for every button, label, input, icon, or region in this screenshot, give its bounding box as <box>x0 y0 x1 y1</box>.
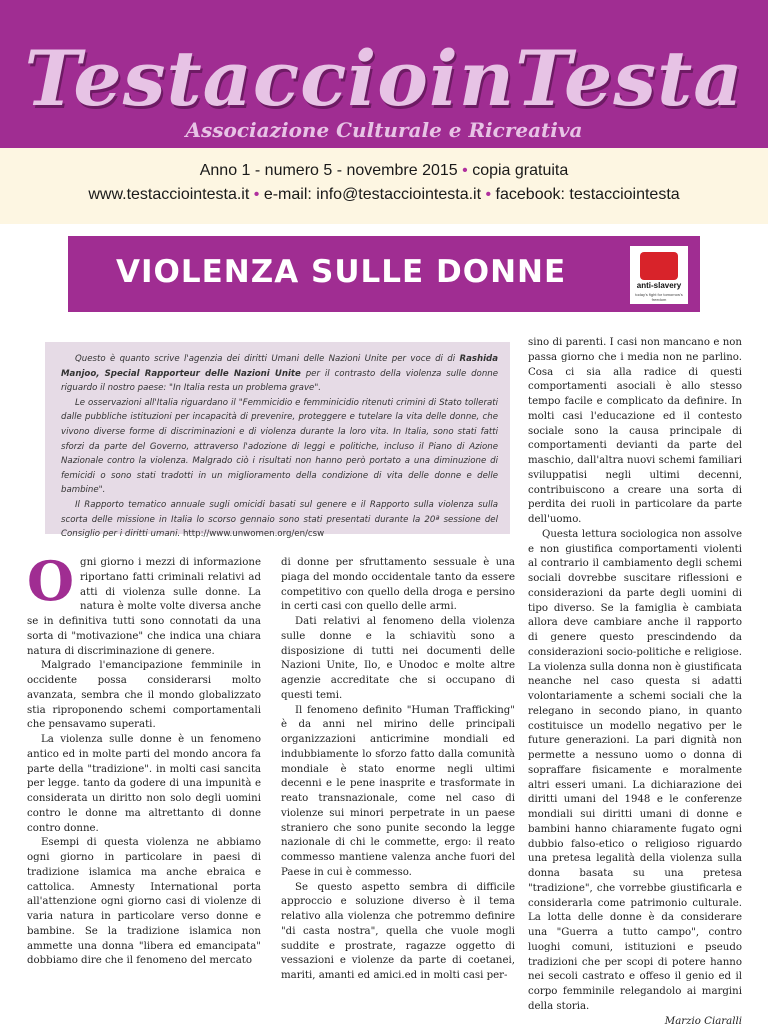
email-link[interactable]: e-mail: info@testacciointesta.it <box>264 186 481 203</box>
logo-tagline: today's fight for tomorrow's freedom <box>630 292 688 302</box>
website-link[interactable]: www.testacciointesta.it <box>88 186 249 203</box>
quote-paragraph <box>61 352 498 396</box>
paragraph-text: gni giorno i mezzi di informazione riportano fatti criminali relativi ad atti di violenza sulle donne. La natura è molte volte diversa anche se in definitiva tutti sono connotati da una sorta di "motivazione" che indica una chiara natura di discriminazione di genere. <box>27 557 261 657</box>
quote-rapporteur: Rashida Manjoo, Special Rapporteur delle Nazioni Unite <box>61 354 498 379</box>
fist-icon <box>640 252 678 280</box>
article-column-1 <box>27 556 261 969</box>
article-paragraph: di donne per sfruttamento sessuale è una piaga del mondo occidentale tanto da essere competitivo con quello della droga e persino in certi casi con quello delle armi. <box>281 556 515 615</box>
article-paragraph: Il fenomeno definito "Human Trafficking" è da anni nel mirino delle principali organizzazioni anticrimine mondiali ed indubbiamente lo sforzo fatto dalla comunità mondiale è stato enorme negli ultimi decenni e le pene inasprite e trasformate in reato transnazionale, come nel caso di violenze sui minori perpetrate in un paese straniero che sono punite secondo la legge nazionale di chi le commette, ergo: il reato commesso mantiene valenza anche fuori del Paese in cui è commesso. <box>281 704 515 881</box>
article-paragraph: Se questo aspetto sembra di difficile approccio e soluzione diverso è il tema relativo alla violenza che potremmo definire "di casta nostra", quella che vuole mogli suddite e prostrate, ragazze oggetto di vessazioni e violenze da parte di coetanei, mariti, amanti ed amici.ed in molti casi per- <box>281 881 515 984</box>
article-author: Marzio Ciaralli <box>528 1015 742 1029</box>
masthead <box>0 0 768 148</box>
article-paragraph: sino di parenti. I casi non mancano e non passa giorno che i media non ne parlino. Cosa ci sia alla radice di questi comportamenti asociali è allo stesso tempo facile e complicato da definire. In molti casi l'educazione ed il contesto sociale sono la causa principale di comportamenti devianti da parte del maschio, dall'altra nuovi schemi familiari sviluppatisi negli ultimi decenni, contribuiscono a creare una sorta di perdita dei ruoli in particolare da parte dell'uomo. <box>528 336 742 528</box>
article-paragraph: Malgrado l'emancipazione femminile in occidente possa considerarsi molto avanzata, sembra che il mondo globalizzato stia riproponendo schemi comportamentali che pensavamo superati. <box>27 659 261 733</box>
quote-text: Questo è quanto scrive l'agenzia dei diritti Umani delle Nazioni Unite per voce di di <box>75 354 455 364</box>
anti-slavery-logo <box>630 246 688 304</box>
article-paragraph: Dati relativi al fenomeno della violenza sulle donne e la schiavitù sono a disposizione di tutti nei documenti delle Nazioni Unite, Ilo, e Unodoc e molte altre agenzie accreditate che si occupano di questi temi. <box>281 615 515 704</box>
article-column-2 <box>281 556 515 984</box>
logo-text: anti-slavery <box>630 281 688 290</box>
issue-line <box>0 162 768 180</box>
facebook-link[interactable]: facebook: testacciointesta <box>496 186 680 203</box>
un-quote-box <box>45 342 510 534</box>
issue-info: Anno 1 - numero 5 - novembre 2015 <box>200 162 458 179</box>
article-paragraph: Questa lettura sociologica non assolve e non giustifica comportamenti violenti al contrario il cambiamento degli schemi sociali dovrebbe suscitare riflessioni e considerazioni da parte degli uomini di tipo diverso. Se la famiglia è cambiata allora deve cambiare anche il rapporto di genere questo prescindendo da considerazioni socio-politiche e religiose. La violenza sulla donna non è giustificata neanche nel caso questa si adatti volontariamente a schemi sociali che la relegano in secondo piano, in quanto costituisce un modello negativo per le future generazioni. La pari dignità non permette a nessuno uomo o donna di sopraffare fisicamente e moralmente altri esseri umani. La dichiarazione dei diritti umani del 1948 e le conferenze mondiali sui diritti umani di donne e bambini hanno chiaramente fugato ogni dubbio falso-etico o religioso riguardo una pretesa legalità della violenza sulla donna basata su una pretesa "tradizione", che vorrebbe giustificarla e considerarla come patrimonio culturale. La lotta delle donne è da considerare una "Guerra a tutto campo", contro luoghi comuni, istituzioni e pseudo tradizioni che per scopi di potere hanno nei secoli castrato e offeso il genio ed il corpo femminile relegandolo ai margini della storia. <box>528 528 742 1015</box>
masthead-title: TestaccioinTesta <box>0 34 768 124</box>
separator-dot: • <box>462 162 468 179</box>
separator-dot: • <box>254 186 260 203</box>
quote-text: per il contrasto della violenza sulle donne riguardo il nostro paese: "In Italia resta un problema grave". <box>61 369 498 394</box>
contacts-line <box>0 186 768 204</box>
info-bar <box>0 148 768 224</box>
article-paragraph: La violenza sulle donne è un fenomeno antico ed in molte parti del mondo ancora fa parte della "tradizione". in molti casi sancita per legge. tanto da godere di una impunità e considerata un diritto non solo degli uomini contro le donne ma altrettanto di donne contro donne. <box>27 733 261 836</box>
unwomen-link[interactable]: http://www.unwomen.org/en/csw <box>183 529 324 539</box>
masthead-subtitle: Associazione Culturale e Ricreativa <box>0 118 768 142</box>
headline-banner <box>68 236 700 312</box>
drop-cap: O <box>27 559 74 603</box>
quote-paragraph: Le osservazioni all'Italia riguardano il "Femmicidio e femminicidio ritenuti crimini di Stato tollerati dalle pubbliche istituzioni per incapacità di prevenire, proteggere e tutelare la vita delle donne, che vivono diverse forme di discriminazioni e di violenza durante la loro vita. In Italia, sono stati fatti sforzi da parte del Governo, attraverso l'adozione di leggi e politiche, incluso il Piano di Azione Nazionale contro la violenza. Malgrado ciò i risultati non hanno però portato a una diminuzione di femicidi o sono stati tradotti in un miglioramento della condizione di vita delle donne e delle bambine". <box>61 396 498 498</box>
headline: VIOLENZA SULLE DONNE <box>116 254 566 290</box>
quote-text: Il Rapporto tematico annuale sugli omicidi basati sul genere e il Rapporto sulla violenza sulla scorta delle missione in Italia lo scorso gennaio sono stati presentati durante la 20ª sessione del Consiglio per i diritti umani. <box>61 500 498 539</box>
article-column-3 <box>528 336 742 1029</box>
article-paragraph <box>27 556 261 659</box>
article-paragraph: Esempi di questa violenza ne abbiamo ogni giorno in particolare in paesi di tradizione islamica ma anche ebraica e cattolica. Amnesty International porta all'attenzione ogni giorno casi di violenze di varia natura in particolare verso donne e bambine. Se la tradizione islamica non ammette una donna "libera ed emancipata" dobbiamo dire che il fenomeno del mercato <box>27 836 261 969</box>
copy-info: copia gratuita <box>472 162 568 179</box>
quote-paragraph <box>61 498 498 542</box>
separator-dot: • <box>485 186 491 203</box>
